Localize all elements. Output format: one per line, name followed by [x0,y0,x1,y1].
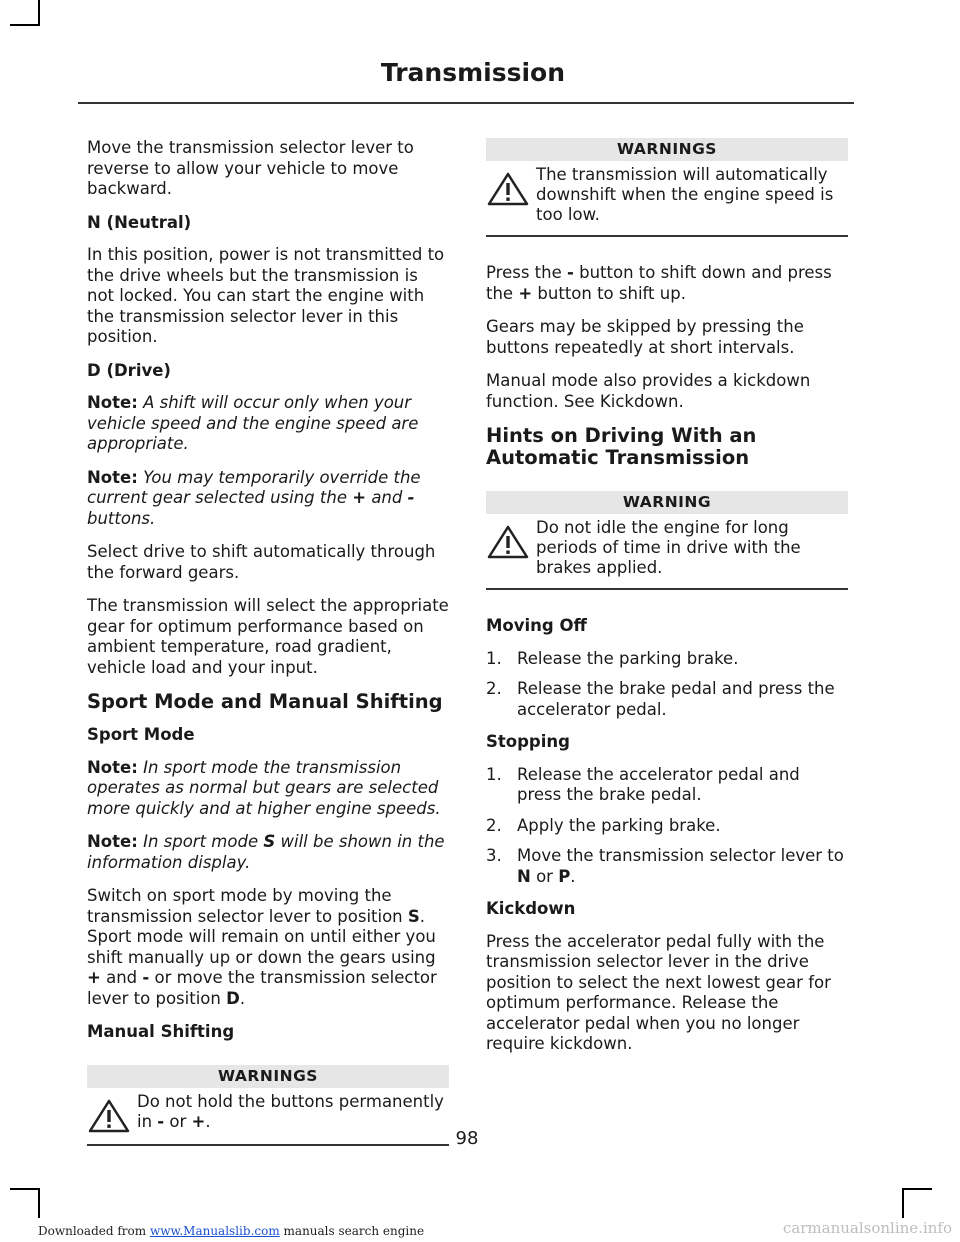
text-run: . [570,866,576,886]
sport-paragraph [87,886,449,1009]
minus-symbol: - [407,488,415,507]
drive-note-1 [87,393,449,455]
crop-mark [38,1188,40,1218]
step-number: 2. [486,815,502,835]
crop-mark [10,24,40,26]
warning-triangle-icon [486,171,530,207]
text-run: . Sport mode will remain on until either you shift manually up or down the gears using [87,906,436,967]
gear-s-symbol: S [407,906,420,926]
warning-header: WARNINGS [87,1065,449,1088]
footer-suffix: manuals search engine [283,1224,425,1238]
step-text: Release the parking brake. [517,648,739,668]
moving-off-steps [486,649,848,721]
manualslib-link[interactable]: www.Manualslib.com [149,1224,280,1238]
text-run: Do not hold the buttons permanently in [137,1091,444,1131]
download-footer [38,1224,424,1238]
crop-mark [902,1188,932,1190]
sport-mode-heading: Sport Mode [87,725,195,744]
watermark: carmanualsonline.info [782,1219,952,1237]
note-label: Note: [87,832,138,851]
intro-paragraph: Move the transmission selector lever to reverse to allow your vehicle to move backward. [87,138,414,198]
text-run: button to shift down and press the [486,263,832,303]
text-run: button to shift up. [537,283,686,303]
warning-box [486,138,848,237]
warning-body [486,518,848,590]
step-number: 1. [486,764,502,784]
step-number: 1. [486,648,502,668]
right-column [486,138,848,1068]
page-number: 98 [455,1128,479,1149]
stopping-steps [486,765,848,888]
page-title: Transmission [380,58,565,87]
manual-shifting-heading: Manual Shifting [87,1022,235,1041]
plus-symbol: + [352,488,367,507]
kickdown-paragraph: Press the accelerator pedal fully with the transmission selector lever in the drive position to select the next lowest gear for optimum performance. Release the accelerator pedal when you no longer require kickdown. [486,931,831,1053]
step-text: Release the accelerator pedal and press the brake pedal. [517,764,800,804]
plus-symbol: + [191,1111,206,1131]
drive-note-2 [87,468,449,530]
left-column [87,138,449,1172]
note-text: In sport mode [143,832,259,851]
moving-off-heading: Moving Off [486,616,587,635]
list-item [486,649,848,670]
gear-d-symbol: D [226,988,240,1008]
warning-body [486,165,848,237]
note-text: buttons. [87,508,156,528]
text-run: or [169,1111,187,1131]
warning-header: WARNING [486,491,848,514]
step-number: 3. [486,846,502,865]
text-run: and [106,968,138,987]
warning-triangle-icon [486,524,530,560]
stopping-heading: Stopping [486,732,570,751]
step-text: Release the brake pedal and press the accelerator pedal. [517,679,835,719]
crop-mark [10,1188,40,1190]
minus-symbol: - [157,1111,165,1131]
warning-header: WARNINGS [486,138,848,161]
skip-gears-paragraph: Gears may be skipped by pressing the buttons repeatedly at short intervals. [486,317,804,357]
note-text: and [371,488,403,507]
title-divider [78,102,854,104]
sport-manual-heading: Sport Mode and Manual Shifting [87,690,443,713]
note-text: In sport mode the transmission operates as normal but gears are selected more quickly and at higher engine speeds. [87,757,441,818]
text-run: . [205,1111,211,1131]
step-number: 2. [486,679,502,698]
neutral-paragraph: In this position, power is not transmitted to the drive wheels but the transmission is not locked. You can start the engine with the transmission selector lever in this position. [87,245,445,346]
plus-symbol: + [87,968,101,987]
drive-paragraph-1: Select drive to shift automatically through the forward gears. [87,542,436,582]
warning-text: Do not idle the engine for long periods of time in drive with the brakes applied. [536,518,801,577]
neutral-heading: N (Neutral) [87,212,192,232]
note-text: will be shown in the information display. [87,832,445,872]
list-item [486,846,848,887]
list-item [486,816,848,837]
minus-symbol: - [567,263,574,282]
plus-symbol: + [518,283,533,303]
kickdown-function-paragraph: Manual mode also provides a kickdown function. See Kickdown. [486,371,811,411]
crop-mark [902,1188,904,1218]
gear-s-symbol: S [263,832,276,851]
list-item [486,679,848,720]
sport-note-1 [87,758,449,820]
footer-prefix: Downloaded from [38,1224,147,1238]
crop-mark [38,0,40,26]
text-run: . [239,988,246,1008]
text-run: or move the transmission selector lever to position [87,968,437,1008]
warning-text [137,1092,449,1132]
note-label: Note: [87,757,138,777]
shift-buttons-paragraph [486,263,848,304]
hints-heading: Hints on Driving With an Automatic Transmission [486,424,757,469]
drive-paragraph-2: The transmission will select the appropriate gear for optimum performance based on ambient temperature, road gradient, vehicle load and your input. [87,596,449,677]
text-run: Switch on sport mode by moving the transmission selector lever to position [87,886,403,926]
note-text: You may temporarily override the current gear selected using the [87,467,421,507]
text-run: or [536,866,553,886]
sport-note-2 [87,832,449,873]
list-item [486,765,848,806]
step-text: Apply the parking brake. [517,815,721,835]
note-text: A shift will occur only when your vehicle speed and the engine speed are appropriate. [87,393,419,453]
gear-p-symbol: P [558,866,571,886]
minus-symbol: - [142,968,150,987]
note-label: Note: [87,467,138,487]
step-text [517,846,848,887]
kickdown-heading: Kickdown [486,899,576,918]
warning-box [486,491,848,590]
warning-text: The transmission will automatically downshift when the engine speed is too low. [536,165,834,224]
drive-heading: D (Drive) [87,360,171,380]
text-run: Move the transmission selector lever to [517,846,844,865]
note-label: Note: [87,393,138,412]
text-run: Press the [486,263,562,282]
gear-n-symbol: N [517,866,531,886]
